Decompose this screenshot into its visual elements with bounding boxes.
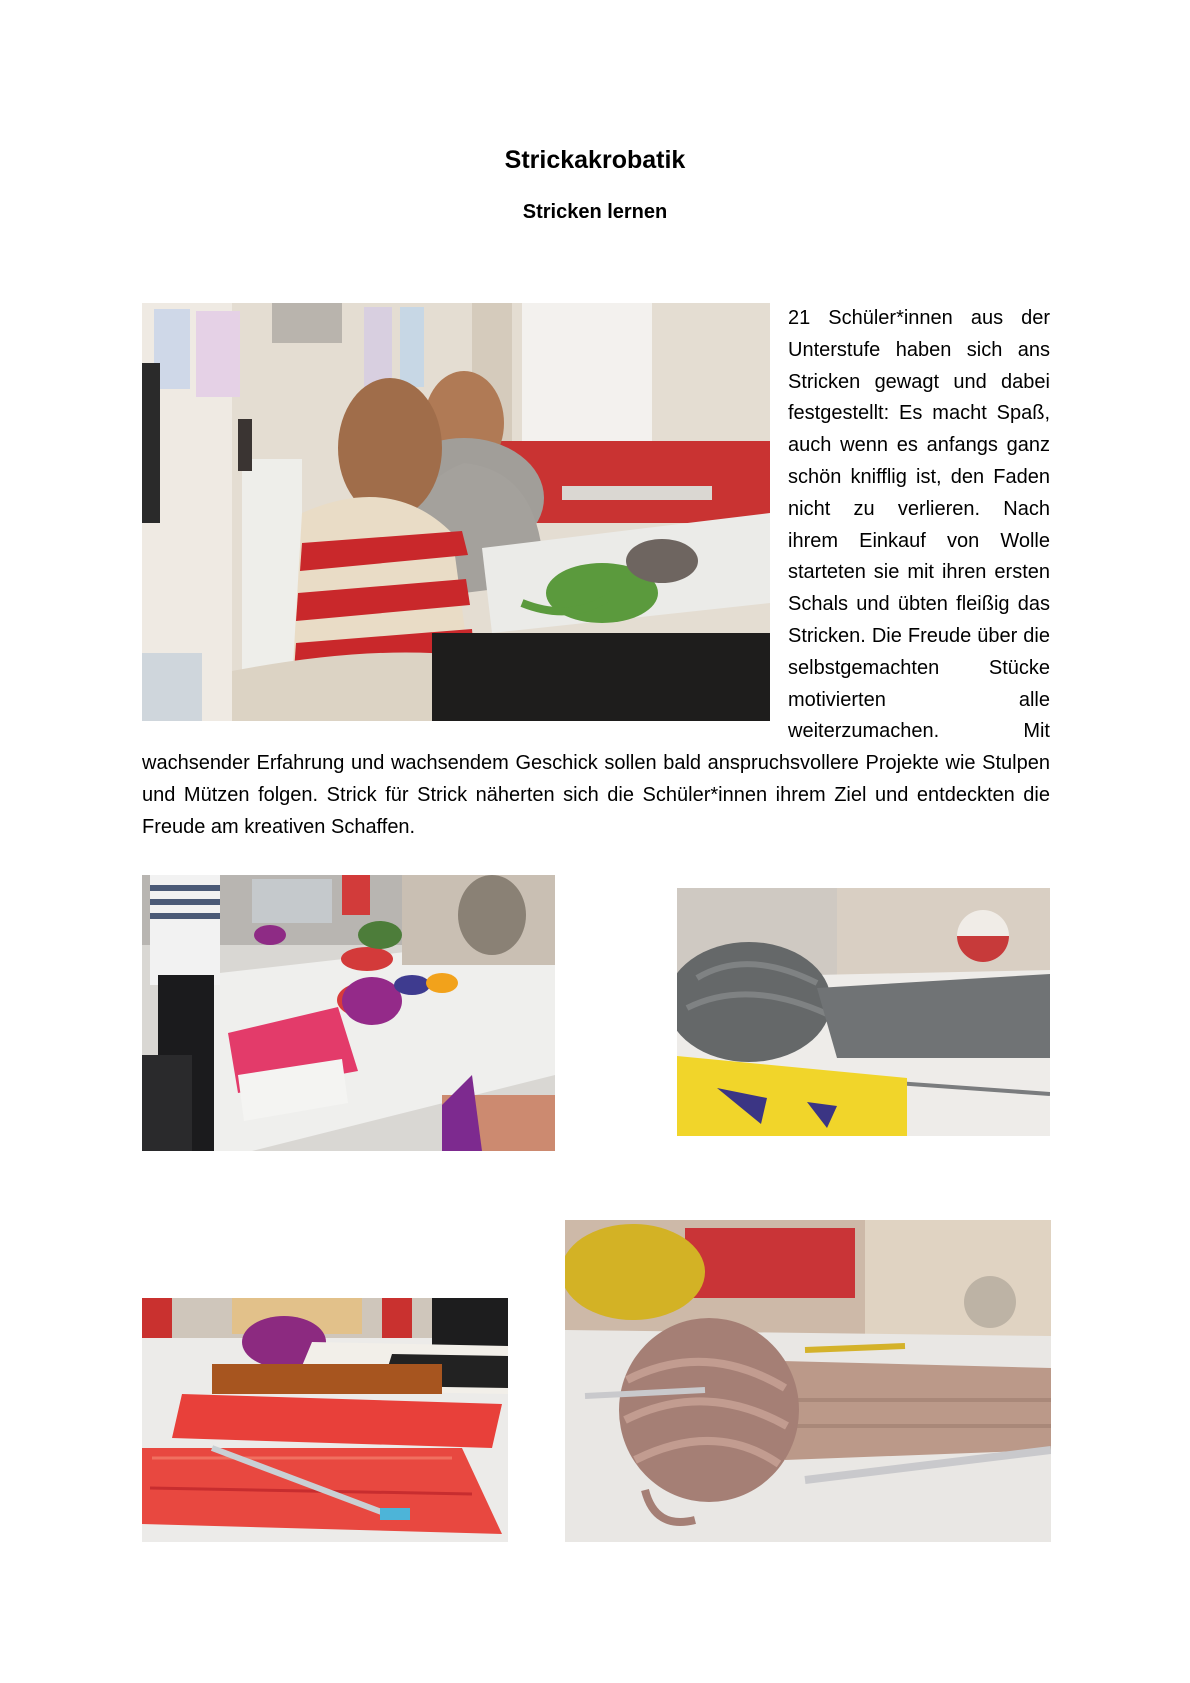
photo-students-knitting: [142, 303, 770, 721]
photo-classroom-table-yarn: [142, 875, 555, 1151]
page-subtitle: Stricken lernen: [522, 201, 668, 223]
article-body: [142, 303, 1050, 844]
photo-pink-yarn-ball: [565, 1220, 1051, 1542]
page-title: Strickakrobatik: [504, 146, 686, 174]
article-text: 21 Schüler*innen aus der Unterstufe haben sich ans Stricken gewagt und dabei festgestellt: Es macht Spaß, auch wenn es anfangs ganz schön knifflig ist, den Faden nicht zu verlieren. Nach ihrem Einkauf von Wolle starteten sie mit ihren ersten Schals und übten fleißig das Stricken. Die Freude über die selbstgemachten Stücke motivierten alle weiterzumachen. Mit wachsender Erfahrung und wachsendem Geschick sollen bald anspruchsvollere Projekte wie Stulpen und Mützen folgen. Strick für Strick näherten sich die Schüler*innen ihrem Ziel und entdeckten die Freude am kreativen Schaffen.: [142, 307, 1050, 838]
photo-grey-yarn-knitting: [677, 888, 1050, 1136]
photo-red-knitted-pieces: [142, 1298, 508, 1542]
